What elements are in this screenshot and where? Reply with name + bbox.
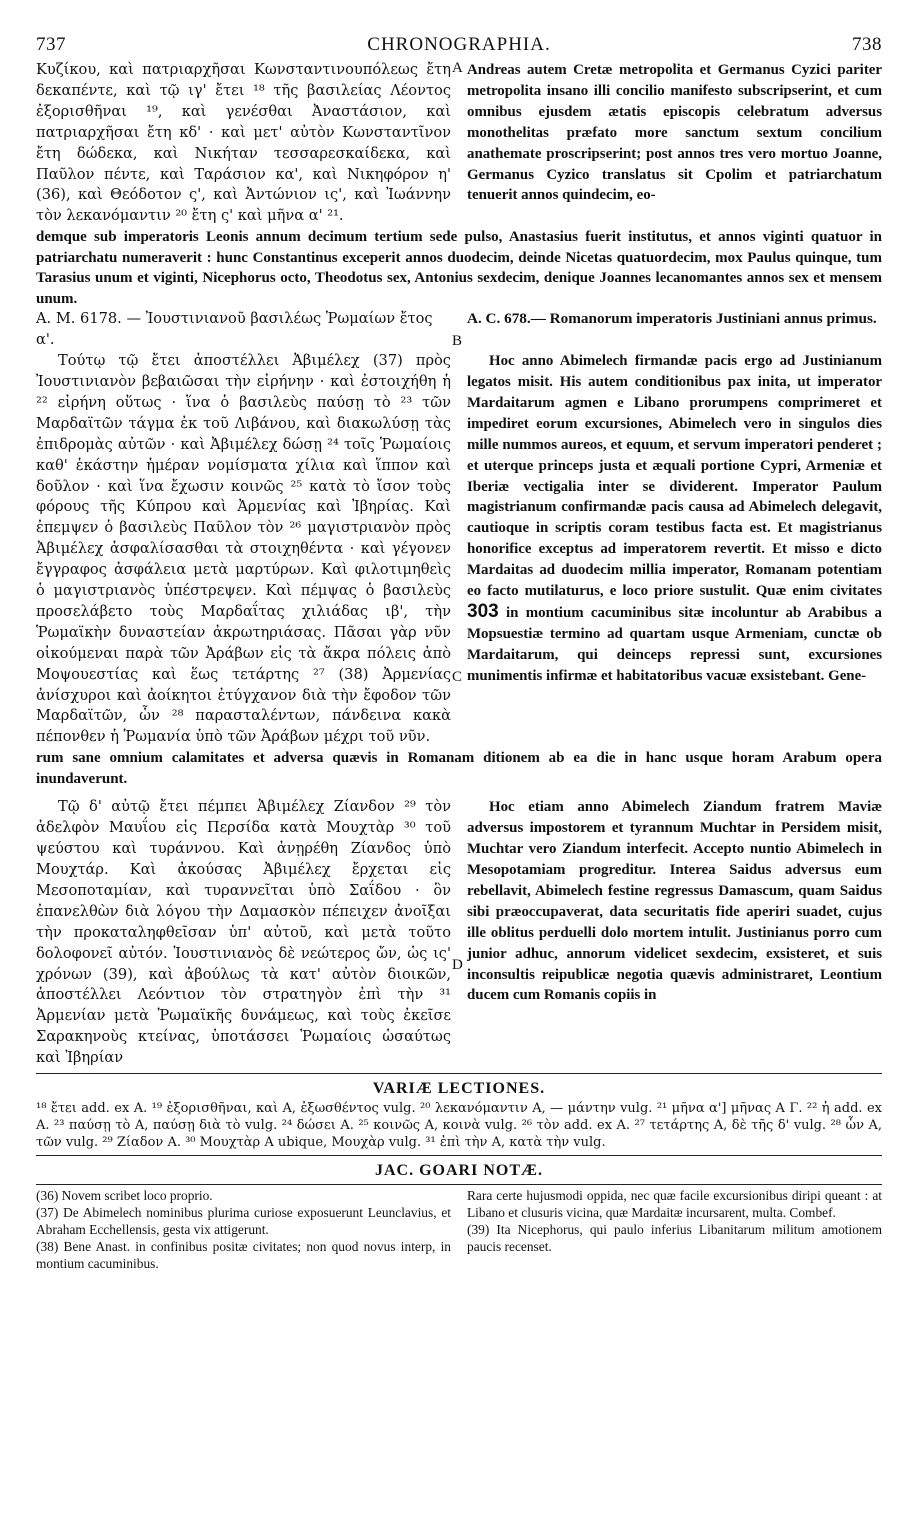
margin-marker-d: D [452, 957, 463, 974]
note: Rara certe hujusmodi oppida, nec quæ facile excursionibus diripi queant : at Libano et clusuris vicina, quæ Mardaitæ incursarent, multa. Combef. [467, 1188, 882, 1221]
latin-column [467, 351, 882, 748]
note: (36) Novem scribet loco proprio. [36, 1188, 213, 1204]
note: (39) Ita Nicephorus, qui paulo inferius Libanitarum militum amotionem paucis recenset. [467, 1222, 882, 1255]
running-title: CHRONOGRAPHIA. [367, 34, 551, 55]
page-header [36, 34, 882, 60]
year-heading-greek: A. M. 6178. — Ἰουστινιανοῦ βασιλέως Ῥωμαίων ἔτος α'. [36, 310, 433, 349]
latin-text: in montium cacuminibus sitæ incoluntur ab Arabibus a Mopsuestiæ termino ad quartam usque Armeniam, cunctæ ob Mardaitarum, qui deinceps repressi sunt, excursiones munimentis infirmæ et habitatoribus vacuæ exsistebant. Gene- [467, 604, 882, 684]
margin-marker-a: A [452, 60, 463, 76]
note: (38) Bene Anast. in confinibus positæ civitates; non quod novus interp, in montium cacuminibus. [36, 1239, 451, 1272]
latin-paragraph [467, 351, 882, 687]
notae-heading: JAC. GOARI NOTÆ. [374, 1162, 543, 1180]
folio-number: 303 [467, 600, 499, 622]
divider [36, 1155, 882, 1156]
notes-left-column [36, 1187, 451, 1272]
varia-lectiones: ¹⁸ ἔτει add. ex A. ¹⁹ ἐξορισθῆναι, καὶ A, ἐξωσθέντος vulg. ²⁰ λεκανόμαντιν A, — μάντην vulg. ²¹ μῆνα α'] μῆνας A Γ. ²² ἡ add. ex A. ²³ παύσῃ τὸ A, παύσῃ διὰ τὸ vulg. ²⁴ δώσει A. ²⁵ κοινῶς A, κοινὰ vulg. ²⁶ τὸν add. ex A. ²⁷ τετάρτης A, δὲ τῆς δ' vulg. ²⁸ ὧν A, τῶν vulg. ²⁹ Ζίαδον A. ³⁰ Μουχτὰρ A ubique, Μουχὰρ vulg. ³¹ ἐπὶ τὴν A, κατὰ τὴν vulg. [36, 1101, 882, 1151]
latin-column: Andreas autem Cretæ metropolita et Germanus Cyzici pariter metropolita insano illi concilio manifesto subscripserint, et cum omnibus ejusdem ætatis episcopis celebratum adversus monothelitas præfato more sanctum sextum concilium anathemate proscripserint; post annos tres vero mortuo Joanne, Germanus Cyzico translatus sit Cpolim et patriarchatum tenuerit annos quindecim, eo- [467, 62, 882, 204]
greek-paragraph: Τούτῳ τῷ ἔτει ἀποστέλλει Ἀβιμέλεχ (37) πρὸς Ἰουστινιανὸν βεβαιῶσαι τὴν εἰρήνην · καὶ ἐστοιχήθη ἡ ²² εἰρήνη οὕτως · ἵνα ὁ βασιλεὺς παύσῃ τὸ ²³ τῶν Μαρδαϊτῶν τάγμα ἐκ τοῦ Λιβάνου, καὶ διακωλύσῃ τὰς ἐπιδρομὰς αὐτῶν · καὶ Ἀβιμέλεχ δώσῃ ²⁴ τοῖς Ῥωμαίοις καθ' ἑκάστην ἡμέραν νομίσματα χίλια καὶ ἵππον καὶ δοῦλον · καὶ ἵνα ἔχωσιν κοινῶς ²⁵ κατὰ τὸ ἴσον τοὺς φόρους τῆς Κύπρου καὶ Ἀρμενίας καὶ Ἰβηρίας. Καὶ ἐπεμψεν ὁ βασιλεὺς Παῦλον τὸν ²⁶ μαγιστριανὸν πρὸς Ἀβιμέλεχ ἀσφαλίσασθαι τὰ στοιχηθέντα · καὶ γέγονεν ἔγγραφος ἀσφάλεια μετὰ μαρτύρων. Καὶ φιλοτιμηθεὶς ὁ μαγιστριανὸς ὑπέστρεψεν. Καὶ πέμψας ὁ βασιλεὺς προσελάβετο τοὺς Μαρδαΐτας χιλιάδας ιβ', τὴν Ῥωμαϊκὴν δυναστείαν ἀκρωτηριάσας. Πᾶσαι γὰρ νῦν οἰκούμεναι παρὰ τῶν Ἀράβων εἰς τὰ ἄκρα πόλεις ἀπὸ Μοψουεστίας καὶ ἕως τετάρτης ²⁷ (38) Ἀρμενίας ἀνίσχυροι καὶ ἀοίκητοι ἐτύγχανον διὰ τὴν ἔφοδον τῶν Μαρδαϊτῶν, ὧν ²⁸ παρασταλέντων, πάνδεινα κακὰ πέπονθεν ἡ Ῥωμανία ὑπὸ τῶν Ἀράβων μέχρι τοῦ νῦν. [36, 352, 451, 746]
page-number-left: 737 [36, 34, 66, 55]
section-3 [36, 797, 882, 1069]
full-width-paragraph: demque sub imperatoris Leonis annum decimum tertium sede pulso, Anastasius fuerit institutus, et annos viginti quatuor in patriarchatu numeraverit : hunc Constantinus exceperit annos duodecim, deinde Nicetas quatuordecim, mox Paulus quinque, tum Tarasius unum et viginti, Nicephorus octo, Theodotus sex, Antonius sexdecim, denique Joannes lecanomantes annos sex et mensem unum. [36, 229, 882, 307]
margin-marker-b: B [452, 333, 463, 350]
page-number-right: 738 [852, 34, 882, 55]
divider [36, 1073, 882, 1074]
notes-right-column [467, 1187, 882, 1272]
divider [36, 1184, 882, 1185]
greek-paragraph: Τῷ δ' αὐτῷ ἔτει πέμπει Ἀβιμέλεχ Ζίανδον ²⁹ τὸν ἀδελφὸν Μαυΐου εἰς Περσίδα κατὰ Μουχτὰρ ³⁰ τοῦ ψεύστου καὶ τυράννου. Καὶ ἀνῃρέθη Ζίανδος ὑπὸ Μουχτάρ. Καὶ ἀκούσας Ἀβιμέλεχ ἔρχεται εἰς Μεσοποταμίαν, καὶ τυραννεῖται ὑπὸ Σαΐδου · ὃν ἐπανελθὼν διὰ λόγου τὴν Δαμασκὸν πέπειχεν ἀνοῖξαι τὴν προκαταληφθεῖσαν ὑπ' αὐτοῦ, καὶ μετὰ τοῦτο δολοφονεῖ αὐτόν. Ἰουστινιανὸς δὲ νεώτερος ὤν, ὡς ις' χρόνων (39), καὶ ἀβούλως τὰ κατ' αὐτὸν διοικῶν, ἀποστέλλει Λεόντιον τὸν στρατηγὸν ἐπὶ τὴν ³¹ Ἀρμενίαν μετὰ Ῥωμαϊκῆς δυνάμεως, καὶ τοὺς ἐκεῖσε Σαρακηνοὺς κτείνας, ὑποτάσσει Ῥωμαίοις ὡσαύτως καὶ Ἰβηρίαν [36, 798, 451, 1067]
greek-column [36, 351, 451, 748]
latin-text: Hoc anno Abimelech firmandæ pacis ergo ad Justinianum legatos misit. His autem conditionibus pax inita, ut imperator Mardaitarum agmen e Libano prorumpens comprimeret et impediret eorum excursiones, Abimelech vero in singulos dies mille nummos aureos, et equum, et servum imperatori penderet ; et uterque princeps justa et æquali portione Cypri, Armeniæ et Iberiæ vectigalia inter se dividerent. Imperator Paulum magistrianum confirmandæ pacis causa ad Abimelech delegavit, cautioque in scriptis coram testibus facta est. Et magistrianus honorifice exceptus ad imperatorem revertit. Et misso e dicto Mardaitas ad duodecim millia imperator, Romanam potentiam eo facto mutilaturus, e loco priore sustulit. Quæ enim civitates [467, 353, 882, 600]
section-1 [36, 60, 882, 227]
greek-column: Κυζίκου, καὶ πατριαρχῆσαι Κωνσταντινουπόλεως ἔτη δεκαπέντε, καὶ τῷ ιγ' ἔτει ¹⁸ τῆς βασιλείας Λέοντος ἐξορισθῆναι ¹⁹, καὶ γενέσθαι Ἀναστάσιον, καὶ πατριαρχῆσαι ἔτη κδ' · καὶ μετ' αὐτὸν Κωνσταντῖνον ἔτη δώδεκα, καὶ Νικήταν τεσσαρεσκαίδεκα, καὶ Παῦλον πέντε, καὶ Ταράσιον κα', καὶ Νικηφόρον η' (36), καὶ Θεόδοτον ς', καὶ Ἀντώνιον ις', καὶ Ἰωάννην τὸν λεκανόμαντιν ²⁰ ἔτη ς' καὶ μῆνα α' ²¹. [36, 61, 451, 225]
page [36, 34, 882, 1272]
latin-column [467, 797, 882, 1069]
full-width-paragraph: rum sane omnium calamitates et adversa quævis in Romanam ditionem ab ea die in hanc usque horam Arabum opera inundaverunt. [36, 750, 882, 787]
greek-column [36, 797, 451, 1069]
note: (37) De Abimelech nominibus plurima curiose exposuerunt Leunclavius, et Abraham Ecchellensis, gesta vix attigerunt. [36, 1205, 451, 1238]
notes [36, 1187, 882, 1272]
year-heading-latin: A. C. 678.— Romanorum imperatoris Justiniani annus primus. [467, 310, 877, 328]
varia-heading: VARIÆ LECTIONES. [372, 1080, 546, 1098]
margin-marker-c: C [452, 669, 463, 686]
section-2 [36, 333, 882, 748]
latin-paragraph: Hoc etiam anno Abimelech Ziandum fratrem Maviæ adversus impostorem et tyrannum Muchtar in Persidem misit, Muchtar vero Ziandum interfecit. Accepto nuntio Abimelech in Mesopotamiam progreditur. Interea Saidus adversus eum rebellavit, Abimelech festine regressus Damascum, quam Saidus sibi præoccupaverat, data securitatis fide aperiri suadet, cujus ille oblitus perduelli dolo mortem intulit. Justinianus porro cum junior adhuc, annorum videlicet sexdecim, exsisteret, et suis inconsultis reipublicæ negotia quævis administraret, Leontium ducem cum Romanis copiis in [467, 799, 882, 1004]
